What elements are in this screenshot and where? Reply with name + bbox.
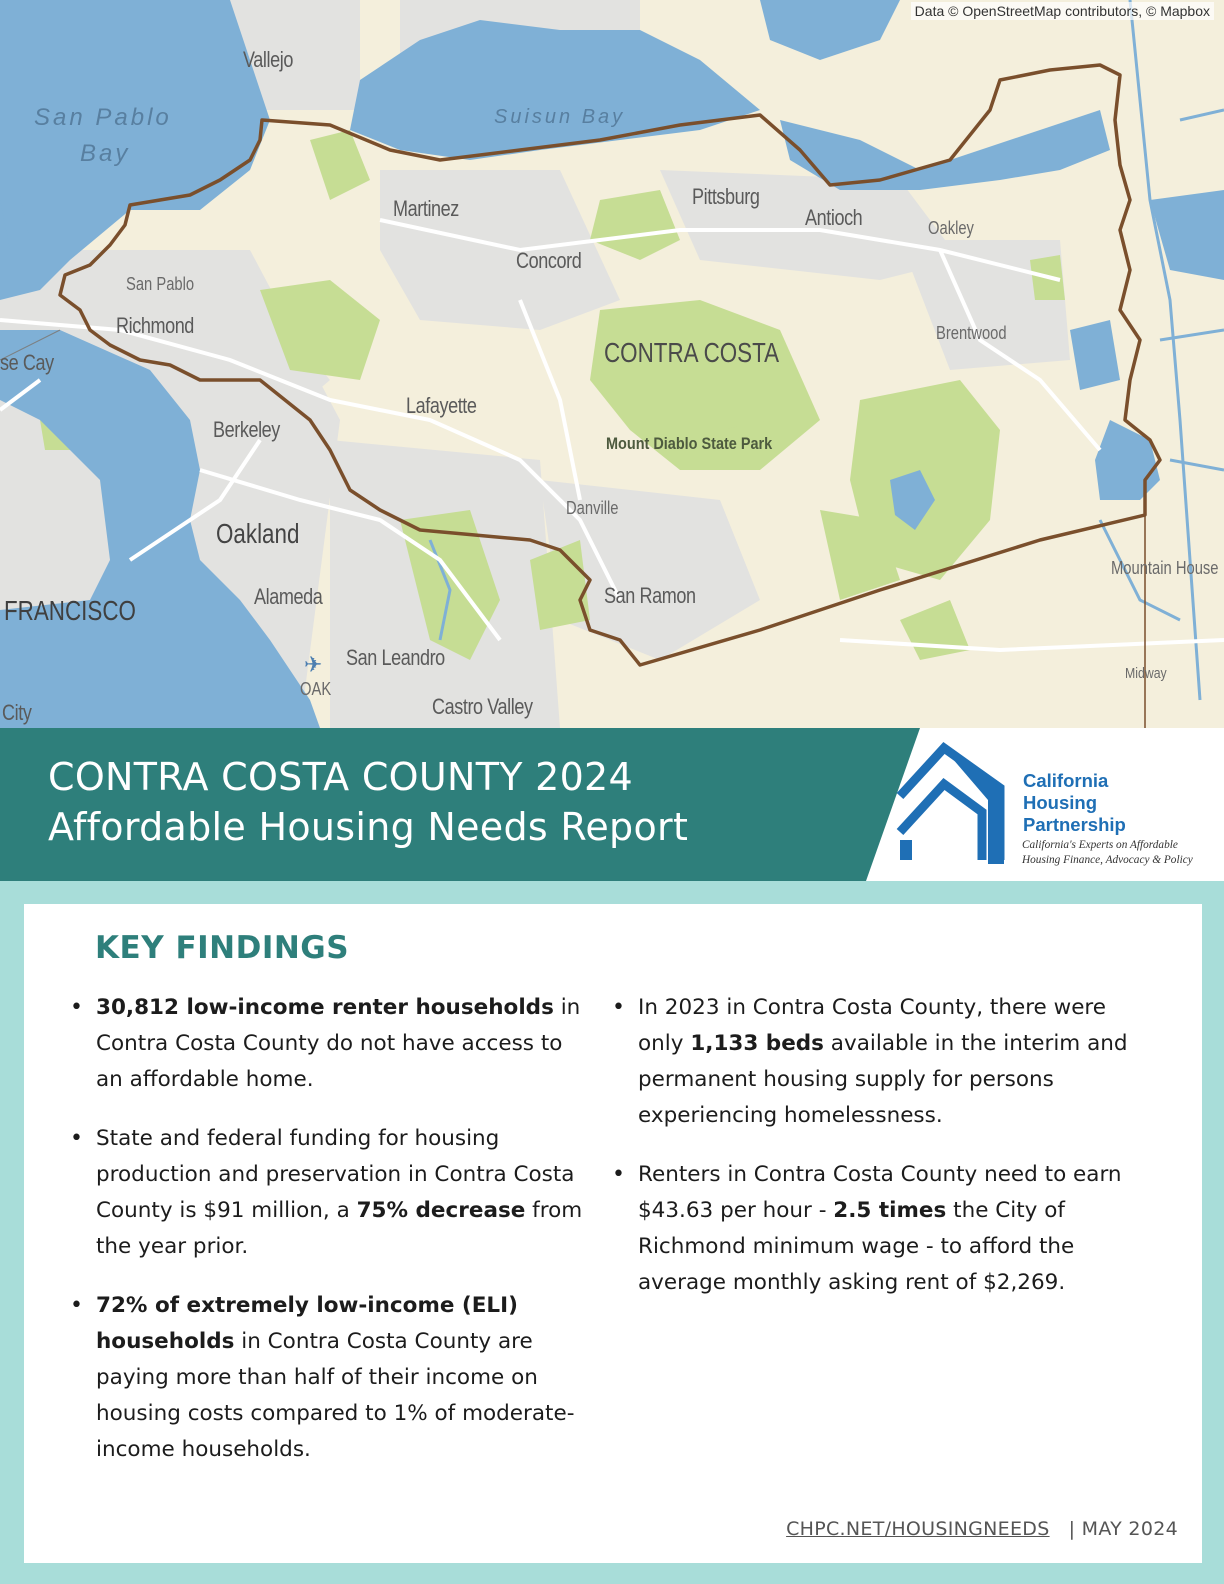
finding-text: available in the interim and permanent housing supply for persons experiencing homelessness. <box>638 1031 1128 1128</box>
map-label-vallejo: Vallejo <box>243 47 293 72</box>
findings-column-right <box>612 990 1132 1324</box>
bullet-icon: • <box>612 1162 625 1187</box>
bullet-icon: • <box>70 1293 83 1318</box>
finding-bold: 30,812 low-income renter households <box>96 995 554 1020</box>
map-label-san-pablo-bay: San Pablo <box>34 104 172 131</box>
map-label-richmond: Richmond <box>116 313 194 338</box>
logo-name <box>1023 770 1126 836</box>
map-label-pittsburg: Pittsburg <box>692 184 760 209</box>
map-label-contra-costa: CONTRA COSTA <box>604 337 780 368</box>
county-map <box>0 0 1224 728</box>
map-label-san-pablo: San Pablo <box>126 274 195 294</box>
map-label-mount-diablo: Mount Diablo State Park <box>606 434 773 453</box>
finding-text: the City of Richmond minimum wage - to afford the average monthly asking rent of $2,269. <box>638 1198 1075 1295</box>
map-label-oakland: Oakland <box>216 518 300 549</box>
finding-text: Renters in Contra Costa County need to earn $43.63 per hour - <box>638 1162 1122 1223</box>
logo-tagline-line-2: Housing Finance, Advocacy & Policy <box>1022 854 1193 866</box>
finding-text: In 2023 in Contra Costa County, there were only <box>638 995 1107 1056</box>
finding-bold: 1,133 beds <box>690 1031 824 1056</box>
finding-item <box>70 1121 595 1265</box>
map-attribution: Data © OpenStreetMap contributors, © Mapbox <box>911 2 1214 20</box>
map-label-alameda: Alameda <box>254 584 323 609</box>
report-title <box>48 752 688 852</box>
map-label-oakley: Oakley <box>928 218 974 238</box>
finding-text: from the year prior. <box>96 1198 583 1259</box>
footer-separator: | <box>1068 1518 1076 1540</box>
logo-name-line-1: California <box>1023 770 1109 791</box>
finding-item <box>70 1288 595 1468</box>
map-label-se-cay: se Cay <box>0 350 54 375</box>
finding-item <box>612 990 1132 1134</box>
map-label-danville: Danville <box>566 498 619 518</box>
map-label-oak: OAK <box>300 679 332 699</box>
finding-item <box>612 1157 1132 1301</box>
map-label-mountain-house: Mountain House <box>1111 558 1219 578</box>
map-label-martinez: Martinez <box>393 196 459 221</box>
map-label-lafayette: Lafayette <box>406 393 477 418</box>
title-line-1: CONTRA COSTA COUNTY 2024 <box>48 755 634 799</box>
map-label-midway: Midway <box>1125 665 1167 682</box>
finding-text: State and federal funding for housing production and preservation in Contra Costa County is $91 million, a <box>96 1126 575 1223</box>
finding-bold: 2.5 times <box>833 1198 947 1223</box>
map-label-san-ramon: San Ramon <box>604 583 696 608</box>
map-label-antioch: Antioch <box>805 205 863 230</box>
map-label-concord: Concord <box>516 248 582 273</box>
logo-tagline-line-1: California's Experts on Affordable <box>1022 839 1178 851</box>
findings-column-left <box>70 990 595 1491</box>
finding-text: in Contra Costa County are paying more than half of their income on housing costs compared to 1% of moderate-income households. <box>96 1329 575 1462</box>
map-label-berkeley: Berkeley <box>213 417 280 442</box>
logo-name-line-2: Housing <box>1023 792 1097 813</box>
finding-item <box>70 990 595 1098</box>
footer-date: MAY 2024 <box>1081 1518 1178 1540</box>
map-label-brentwood: Brentwood <box>936 323 1007 343</box>
finding-text: in Contra Costa County do not have access to an affordable home. <box>96 995 581 1092</box>
building-chevron-icon <box>892 740 1016 866</box>
bullet-icon: • <box>70 1126 83 1151</box>
map-label-city: City <box>2 700 32 725</box>
map-label-bay: Bay <box>80 140 131 167</box>
airplane-icon: ✈ <box>304 652 323 677</box>
footer-url-link[interactable]: CHPC.NET/HOUSINGNEEDS <box>786 1518 1050 1540</box>
map-label-san-leandro: San Leandro <box>346 645 445 670</box>
footer <box>786 1518 1178 1540</box>
map-label-castro-valley: Castro Valley <box>432 694 533 719</box>
bullet-icon: • <box>612 995 625 1020</box>
finding-bold: 72% of extremely low-income (ELI) households <box>96 1293 518 1354</box>
logo-name-line-3: Partnership <box>1023 814 1126 835</box>
bullet-icon: • <box>70 995 83 1020</box>
map-label-suisun-bay: Suisun Bay <box>494 106 626 128</box>
map-label-francisco: FRANCISCO <box>4 595 136 626</box>
key-findings-heading: KEY FINDINGS <box>95 930 350 966</box>
title-line-2: Affordable Housing Needs Report <box>48 805 689 849</box>
finding-bold: 75% decrease <box>356 1198 526 1223</box>
logo-tagline <box>1022 838 1193 868</box>
